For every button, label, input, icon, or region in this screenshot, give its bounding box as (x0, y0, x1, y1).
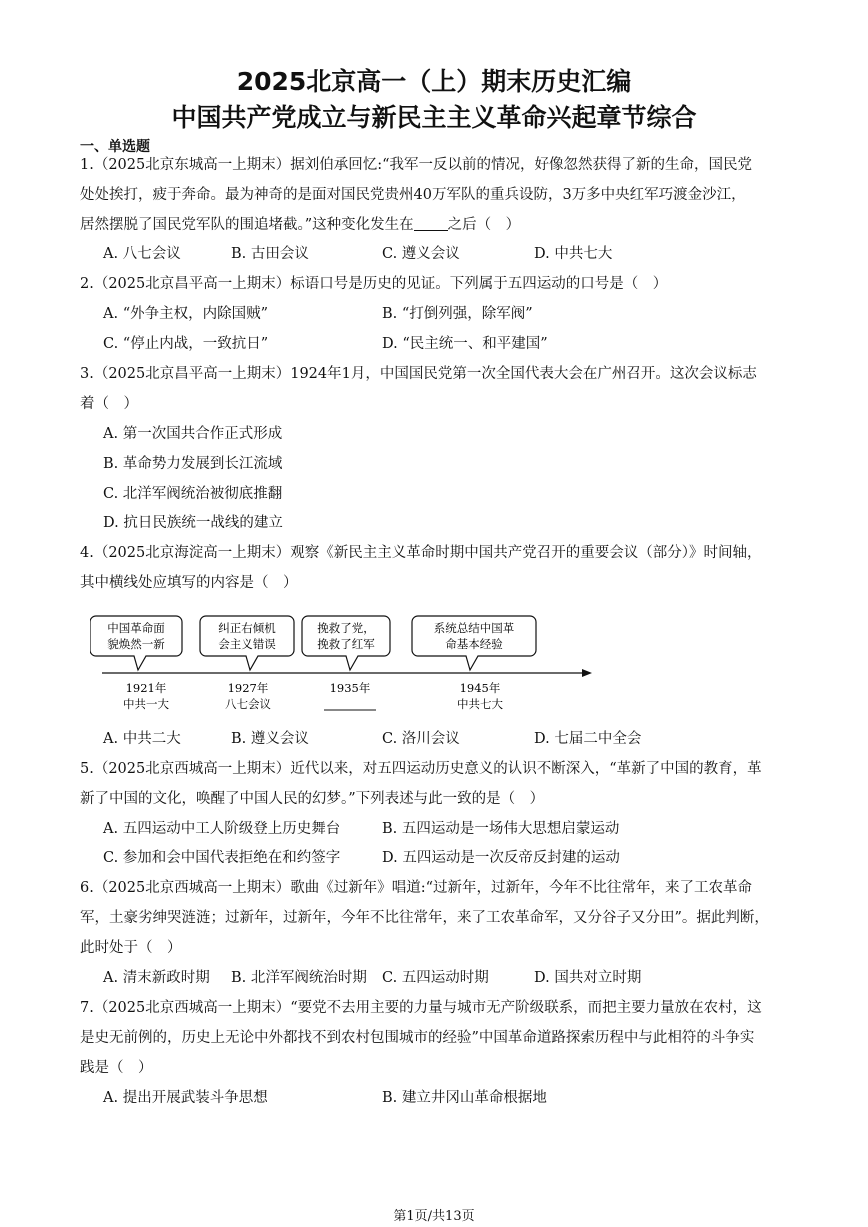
timeline-event: 八七会议 (225, 697, 271, 711)
question-6-line: 此时处于（ ） (80, 940, 182, 956)
page-subtitle: 中国共产党成立与新民主主义革命兴起章节综合 (171, 103, 697, 132)
question-7-line: 7.（2025北京西城高一上期末）“要党不去用主要的力量与城市无产阶级联系，而把主要力量放在农村，这 (80, 1000, 762, 1016)
question-7-line: 践是（ ） (80, 1060, 153, 1076)
option-a[interactable]: A. 第一次国共合作正式形成 (103, 426, 283, 442)
option-a[interactable]: A. 提出开展武装斗争思想 (103, 1090, 268, 1106)
timeline-year: 1945年 (459, 681, 501, 695)
option-a[interactable]: A. 清末新政时期 (103, 970, 210, 986)
page-number: 第1页/共13页 (393, 1209, 475, 1224)
timeline-year: 1921年 (125, 681, 167, 695)
timeline-event: 中共七大 (457, 697, 503, 711)
svg-text:系统总结中国革: 系统总结中国革 (433, 621, 515, 635)
option-b[interactable]: B. “打倒列强，除军阀” (382, 306, 533, 322)
timeline-bubble (302, 616, 390, 670)
svg-text:挽救了红军: 挽救了红军 (317, 637, 375, 651)
option-b[interactable]: B. 革命势力发展到长江流域 (103, 456, 283, 472)
question-2-line: 2.（2025北京昌平高一上期末）标语口号是历史的见证。下列属于五四运动的口号是（ ） (80, 276, 668, 292)
option-d[interactable]: D. “民主统一、和平建国” (382, 336, 548, 352)
option-b[interactable]: B. 五四运动是一场伟大思想启蒙运动 (382, 821, 620, 837)
option-c[interactable]: C. 北洋军阀统治被彻底推翻 (103, 486, 283, 502)
option-a[interactable]: A. 八七会议 (103, 246, 181, 262)
timeline-bubble (90, 616, 182, 670)
question-4-line: 4.（2025北京海淀高一上期末）观察《新民主主义革命时期中国共产党召开的重要会议（部分）》时间轴， (80, 545, 762, 561)
question-4-line: 其中横线处应填写的内容是（ ） (80, 575, 298, 591)
question-5-line: 5.（2025北京西城高一上期末）近代以来，对五四运动历史意义的认识不断深入，“革新了中国的教育，革 (80, 761, 762, 777)
option-b[interactable]: B. 古田会议 (231, 246, 309, 262)
svg-text:纠正右倾机: 纠正右倾机 (218, 621, 276, 635)
question-3 (80, 359, 792, 419)
svg-text:挽救了党，: 挽救了党， (317, 621, 375, 635)
question-4 (80, 538, 792, 598)
question-7 (80, 993, 792, 1083)
option-a[interactable]: A. 中共二大 (103, 731, 181, 747)
question-5 (80, 754, 792, 814)
answer-blank (414, 214, 448, 231)
question-6 (80, 873, 792, 963)
option-b[interactable]: B. 建立井冈山革命根据地 (382, 1090, 547, 1106)
option-c[interactable]: C. 洛川会议 (382, 731, 460, 747)
question-5-line: 新了中国的文化，唤醒了中国人民的幻梦。”下列表述与此一致的是（ ） (80, 791, 545, 807)
question-1-line: 1.（2025北京东城高一上期末）据刘伯承回忆:“我军一反以前的情况，好像忽然获得了新的生命，国民党 (80, 157, 753, 173)
question-6-line: 6.（2025北京西城高一上期末）歌曲《过新年》唱道:“过新年，过新年，今年不比往常年，来了工农革命 (80, 880, 753, 896)
timeline-bubble (200, 616, 294, 670)
option-d[interactable]: D. 中共七大 (534, 246, 613, 262)
option-a[interactable]: A. “外争主权，内除国贼” (103, 306, 269, 322)
page-title: 2025北京高一（上）期末历史汇编 (236, 67, 632, 96)
option-d[interactable]: D. 七届二中全会 (534, 731, 642, 747)
option-a[interactable]: A. 五四运动中工人阶级登上历史舞台 (103, 821, 341, 837)
question-2 (80, 269, 792, 299)
option-c[interactable]: C. “停止内战，一致抗日” (103, 336, 269, 352)
svg-text:会主义错误: 会主义错误 (218, 637, 276, 651)
question-3-line: 着（ ） (80, 396, 138, 412)
question-6-line: 军，土豪劣绅哭涟涟；过新年，过新年，今年不比往常年，来了工农革命军，又分谷子又分田”。据此判断， (80, 910, 769, 926)
timeline-event: 中共一大 (123, 697, 169, 711)
option-c[interactable]: C. 参加和会中国代表拒绝在和约签字 (103, 850, 341, 866)
option-b[interactable]: B. 遵义会议 (231, 731, 309, 747)
option-c[interactable]: C. 遵义会议 (382, 246, 460, 262)
option-d[interactable]: D. 抗日民族统一战线的建立 (103, 515, 283, 531)
question-7-line: 是史无前例的，历史上无论中外都找不到农村包围城市的经验”中国革命道路探索历程中与此相符的斗争实 (80, 1030, 755, 1046)
option-b[interactable]: B. 北洋军阀统治时期 (231, 970, 367, 986)
svg-text:中国革命面: 中国革命面 (107, 621, 165, 635)
timeline-year: 1935年 (329, 681, 371, 695)
option-d[interactable]: D. 国共对立时期 (534, 970, 642, 986)
svg-text:貌焕然一新: 貌焕然一新 (107, 637, 165, 651)
option-c[interactable]: C. 五四运动时期 (382, 970, 489, 986)
option-d[interactable]: D. 五四运动是一次反帝反封建的运动 (382, 850, 620, 866)
timeline-arrow (582, 669, 592, 677)
question-1-line: 居然摆脱了国民党军队的围追堵截。”这种变化发生在 之后（ ） (80, 210, 792, 240)
section-heading: 一、单选题 (80, 139, 150, 155)
question-1-line: 处处挨打，疲于奔命。最为神奇的是面对国民党贵州40万军队的重兵设防，3万多中央红军巧渡金沙江， (80, 187, 746, 203)
svg-text:命基本经验: 命基本经验 (445, 637, 503, 651)
question-3-line: 3.（2025北京昌平高一上期末）1924年1月，中国国民党第一次全国代表大会在广州召开。这次会议标志 (80, 366, 757, 382)
question-1 (80, 150, 792, 240)
timeline-year: 1927年 (227, 681, 269, 695)
timeline-bubble (412, 616, 536, 670)
timeline-figure (90, 610, 610, 720)
